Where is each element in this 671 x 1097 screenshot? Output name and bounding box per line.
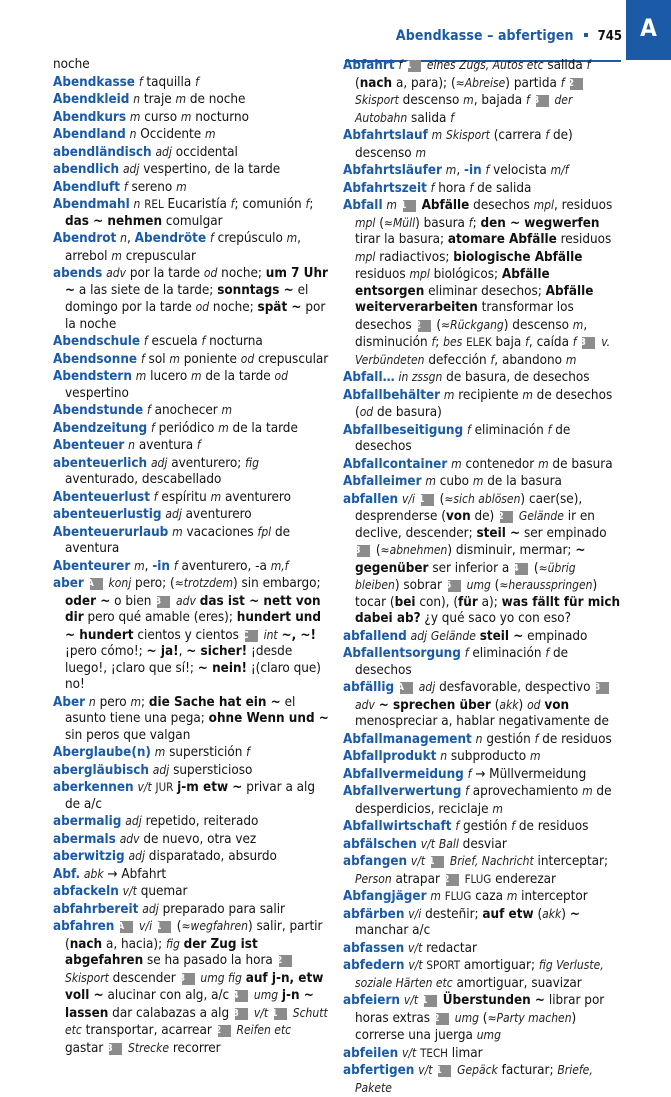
entry-headword: Abenteuerlust xyxy=(53,489,150,505)
dictionary-entry: Abfallwirtschaft f gestión f de residuos xyxy=(343,819,589,834)
dictionary-entry: Abendschule f escuela f nocturna xyxy=(53,334,263,349)
sense-number-marker: A xyxy=(400,682,413,694)
dictionary-entry: Abfallmanagement n gestión f de residuos xyxy=(343,731,612,747)
dictionary-entry: Abfangjäger m FLUG caza m interceptor xyxy=(343,889,588,904)
entry-headword: Abfallbeseitigung xyxy=(343,422,464,438)
entry-headword: abenteuerlich xyxy=(53,455,148,471)
right-column xyxy=(343,57,623,1097)
entry-headword: Abendmahl xyxy=(53,197,130,212)
dictionary-entry: abermals adv de nuevo, otra vez xyxy=(53,831,257,847)
sense-number-marker: 3 xyxy=(182,973,195,985)
dictionary-entry: Abenteurer m, -in f aventurero, -a m,f xyxy=(53,558,289,574)
dictionary-entry: abergläubisch adj supersticioso xyxy=(53,762,253,778)
entry-headword: Abfalleimer xyxy=(343,474,422,489)
entry-headword: abfangen xyxy=(343,854,408,869)
dictionary-entry: Abendzeitung f periódico m de la tarde xyxy=(53,420,298,436)
sense-number-marker: 3 xyxy=(582,337,595,349)
entry-headword: abfallend xyxy=(343,628,407,644)
sense-number-marker: 2 xyxy=(418,320,431,332)
entry-headword: Abendluft xyxy=(53,179,121,195)
dictionary-entry: Aber n pero m; die Sache hat ein ~ el asunto tiene una pega; ohne Wenn und ~ sin peros que valgan xyxy=(53,694,329,743)
dictionary-entry: Abendkurs m curso m nocturno xyxy=(53,109,249,125)
dictionary-entry: Abfallvermeidung f → Müllvermeidung xyxy=(343,766,587,782)
dictionary-entry: Abendkasse f taquilla f xyxy=(53,74,199,90)
entry-headword: Aber xyxy=(53,694,86,710)
dictionary-entry: abfahrbereit adj preparado para salir xyxy=(53,901,285,917)
dictionary-entry: Abfallbeseitigung f eliminación f de desechos xyxy=(343,422,571,454)
entry-headword: abenteuerlustig xyxy=(53,507,162,522)
dictionary-entry: abfärben v/i desteñir; auf etw (akk) ~ manchar a/c xyxy=(343,906,580,938)
dictionary-entry: Abendrot n, Abendröte f crepúsculo m, arrebol m crepuscular xyxy=(53,231,301,264)
dictionary-entry: abendlich adj vespertino, de la tarde xyxy=(53,162,281,177)
entry-headword: Abendkurs xyxy=(53,109,127,125)
sense-number-marker: 3 xyxy=(536,95,549,107)
sense-number-marker: 1 xyxy=(403,200,416,212)
dictionary-entry: abfallend adj Gelände steil ~ empinado xyxy=(343,628,588,644)
separator-square-icon xyxy=(584,33,588,37)
sense-number-marker: 2 xyxy=(500,511,513,523)
entry-headword: abermals xyxy=(53,831,116,847)
entry-headword: abfallen xyxy=(343,491,399,507)
entry-headword: Abenteurer xyxy=(53,558,131,574)
dictionary-entry: Abfall m 1 Abfälle desechos mpl, residuos mpl (≈Müll) basura f; den ~ wegwerfen tirar la basura; atomare Abfälle residuos mpl radiactivos; biologische Abfälle residuos mpl biológicos; Abfälle entsorgen eliminar desechos; Abfälle weiterverarbeiten transformar los desechos 2 (≈Rückgang) descenso m, disminución f; bes ELEK baja f, caída f 3 v. Verbündeten defección f, abandono m xyxy=(343,198,613,368)
dictionary-entry: aberwitzig adj disparatado, absurdo xyxy=(53,849,277,864)
dictionary-entry: aberkennen v/t JUR j-m etw ~ privar a alg de a/c xyxy=(53,780,316,812)
entry-headword: abfärben xyxy=(343,906,405,922)
entry-headword: -in xyxy=(463,163,482,178)
entry-headword: abfackeln xyxy=(53,884,119,899)
dictionary-entry: Abendstern m lucero m de la tarde od vespertino xyxy=(53,369,288,401)
entry-headword: Abendkasse xyxy=(53,74,135,90)
dictionary-entry: Abfallbehälter m recipiente m de desechos (od de basura) xyxy=(343,387,613,420)
entry-headword: Abfahrt xyxy=(343,58,395,73)
dictionary-entry: abermalig adj repetido, reiterado xyxy=(53,814,259,829)
sense-number-marker: 1 xyxy=(274,1008,287,1020)
dictionary-entry: abfälschen v/t Ball desviar xyxy=(343,836,507,852)
sense-number-marker: 1 xyxy=(408,60,421,72)
running-head: Abendkasse – abfertigen xyxy=(395,28,574,44)
entry-headword: Abfall xyxy=(343,198,383,213)
dictionary-entry: abfahren A v/i 1 (≈wegfahren) salir, partir (nach a, hacia); fig der Zug ist abgefahren se ha pasado la hora 2 Skisport descender 3 umg fig auf j-n, etw voll ~ alucinar con alg, a/c 4 umg j-n ~ lassen dar calabazas a alg B v/t 1 Schutt etc transportar, acarrear 2 Reifen etc gastar 3 Strecke recorrer xyxy=(53,919,328,1056)
dictionary-entry: abfassen v/t redactar xyxy=(343,940,477,956)
dictionary-entry: abfeilen v/t TECH limar xyxy=(343,1045,483,1061)
dictionary-entry: Abfalleimer m cubo m de la basura xyxy=(343,474,562,489)
entry-headword: abfahrbereit xyxy=(53,901,139,917)
entry-headword: Abendkleid xyxy=(53,92,130,107)
sense-number-marker: 1 xyxy=(158,921,171,933)
entry-headword: Abendröte xyxy=(134,231,207,246)
sense-number-marker: B xyxy=(235,1008,248,1020)
dictionary-entry: Aberglaube(n) m superstición f xyxy=(53,745,250,760)
dictionary-entry: abenteuerlustig adj aventurero xyxy=(53,507,252,522)
dictionary-entry: Abendkleid n traje m de noche xyxy=(53,92,246,107)
dictionary-entry: Abfahrt f 1 eines Zugs, Autos etc salida f (nach a, para); (≈Abreise) partida f 2 Skisport descenso m, bajada f 3 der Autobahn salida f xyxy=(343,58,591,126)
entry-headword: Abfahrtsläufer xyxy=(343,163,442,178)
entry-headword: aberwitzig xyxy=(53,849,125,864)
thumb-index-tab xyxy=(626,0,671,1020)
sense-number-marker: 5 xyxy=(448,580,461,592)
entry-headword: Abenteuerurlaub xyxy=(53,524,169,540)
sense-number-marker: C xyxy=(245,630,258,642)
dictionary-entry: Abfallprodukt n subproducto m xyxy=(343,749,541,764)
entry-headword: abfedern xyxy=(343,958,405,973)
dictionary-entry: abfackeln v/t quemar xyxy=(53,884,188,899)
entry-headword: Abendzeitung xyxy=(53,420,148,436)
entry-headword: aberkennen xyxy=(53,780,134,795)
entry-headword: Abendland xyxy=(53,127,126,142)
dictionary-entry: abfangen v/t 1 Brief, Nachricht interceptar; Person atrapar 2 FLUG enderezar xyxy=(343,854,609,887)
entry-headword: Abfallvermeidung xyxy=(343,766,464,782)
sense-number-marker: 2 xyxy=(218,1025,231,1037)
page-number: 745 xyxy=(597,29,622,44)
dictionary-entry: abfertigen v/t 1 Gepäck facturar; Briefe, Pakete xyxy=(343,1063,593,1095)
sense-number-marker: 4 xyxy=(515,563,528,575)
dictionary-entry: Abendland n Occidente m xyxy=(53,127,216,142)
dictionary-entry: abenteuerlich adj aventurero; fig aventurado, descabellado xyxy=(53,455,259,487)
sense-number-marker: 1 xyxy=(421,494,434,506)
left-column xyxy=(53,57,333,1057)
sense-number-marker: 1 xyxy=(438,1065,451,1077)
dictionary-entry: aber A konj pero; (≈trotzdem) sin embargo; oder ~ o bien B adv das ist ~ nett von dir pero qué amable (eres); hundert und ~ hundert cientos y cientos C int ~, ~! ¡pero cómo!; ~ ja!, ~ sicher! ¡desde luego!, ¡claro que sí!; ~ nein! ¡(claro que) no! xyxy=(53,576,321,692)
entry-headword: Abendschule xyxy=(53,334,141,349)
dictionary-entry: Abendsonne f sol m poniente od crepuscular xyxy=(53,351,329,367)
entry-headword: Aberglaube(n) xyxy=(53,745,151,760)
sense-number-marker: A xyxy=(120,921,133,933)
entry-headword: Abfallprodukt xyxy=(343,749,437,764)
entry-headword: Abfahrtszeit xyxy=(343,180,427,196)
entry-headword: Abfallverwertung xyxy=(343,784,462,799)
sense-number-marker: B xyxy=(157,596,170,608)
sense-number-marker: 3 xyxy=(109,1043,122,1055)
sense-number-marker: 3 xyxy=(357,545,370,557)
dictionary-entry: noche xyxy=(53,57,90,72)
dictionary-entry: Abfahrtsläufer m, -in f velocista m/f xyxy=(343,163,569,178)
entry-headword: abfassen xyxy=(343,940,405,956)
entry-headword: Abendstern xyxy=(53,369,132,384)
entry-headword: -in xyxy=(152,558,171,574)
dictionary-entry: abfedern v/t SPORT amortiguar; fig Verluste, soziale Härten etc amortiguar, suavizar xyxy=(343,958,604,991)
dictionary-entry: Abenteuerurlaub m vacaciones fpl de aventura xyxy=(53,524,291,556)
entry-headword: Abfangjäger xyxy=(343,889,427,904)
sense-number-marker: A xyxy=(90,578,103,590)
entry-headword: Abf. xyxy=(53,866,81,882)
entry-headword: abfeiern xyxy=(343,993,400,1008)
sense-number-marker: 2 xyxy=(446,874,459,886)
dictionary-entry: Abfahrtszeit f hora f de salida xyxy=(343,180,532,196)
entry-headword: abfahren xyxy=(53,919,115,934)
dictionary-entry: Abendluft f sereno m xyxy=(53,179,187,195)
entry-headword: abends xyxy=(53,266,103,281)
sense-number-marker: 1 xyxy=(424,995,437,1007)
dictionary-entry: Abfallentsorgung f eliminación f de desechos xyxy=(343,646,569,678)
sense-number-marker: 2 xyxy=(570,78,583,90)
dictionary-entry: Abenteuerlust f espíritu m aventurero xyxy=(53,489,291,505)
thumb-index-letter: A xyxy=(640,14,657,42)
dictionary-entry: Abf. abk → Abfahrt xyxy=(53,866,167,882)
entry-headword: Abfallbehälter xyxy=(343,387,441,403)
entry-headword: abergläubisch xyxy=(53,762,149,778)
sense-number-marker: 2 xyxy=(279,955,292,967)
dictionary-entry: Abfallverwertung f aprovechamiento m de desperdicios, reciclaje m xyxy=(343,784,612,817)
entry-headword: Abendstunde xyxy=(53,403,144,418)
dictionary-entry: abendländisch adj occidental xyxy=(53,144,238,160)
entry-headword: abendländisch xyxy=(53,144,152,160)
sense-number-marker: 1 xyxy=(431,856,444,868)
entry-headword: aber xyxy=(53,576,84,591)
entry-headword: Abendrot xyxy=(53,231,117,246)
dictionary-entry: Abendmahl n REL Eucaristía f; comunión f; das ~ nehmen comulgar xyxy=(53,197,314,229)
dictionary-entry: Abfahrtslauf m Skisport (carrera f de) descenso m xyxy=(343,128,573,161)
entry-headword: abfeilen xyxy=(343,1045,399,1061)
dictionary-entry: Abfallcontainer m contenedor m de basura xyxy=(343,456,613,472)
entry-headword: abfällig xyxy=(343,680,395,695)
dictionary-entry: abfällig A adj desfavorable, despectivo B adv ~ sprechen über (akk) od von menospreciar a, hablar negativamente de xyxy=(343,680,609,729)
entry-headword: Abfallmanagement xyxy=(343,731,472,747)
entry-headword: abendlich xyxy=(53,162,120,177)
entry-headword: Abfall… xyxy=(343,370,395,385)
dictionary-entry: abfallen v/i 1 (≈sich ablösen) caer(se), desprenderse (von de) 2 Gelände ir en declive, descender; steil ~ ser empinado 3 (≈abnehmen) disminuir, mermar; ~ gegenüber ser inferior a 4 (≈übrig bleiben) sobrar 5 umg (≈herausspringen) tocar (bei con), (für a); was fällt für mich dabei ab? ¿y qué saco yo con eso? xyxy=(343,491,621,626)
sense-number-marker: 2 xyxy=(436,1013,449,1025)
entry-headword: abermalig xyxy=(53,814,122,829)
dictionary-entry: Abfall… in zssgn de basura, de desechos xyxy=(343,370,590,385)
sense-number-marker: 4 xyxy=(235,990,248,1002)
entry-headword: Abfallentsorgung xyxy=(343,646,461,661)
sense-number-marker: B xyxy=(596,682,609,694)
dictionary-entry: abends adv por la tarde od noche; um 7 Uhr ~ a las siete de la tarde; sonntags ~ el domingo por la tarde od noche; spät ~ por la noche xyxy=(53,266,328,332)
entry-headword: abfälschen xyxy=(343,836,417,852)
entry-headword: Abenteuer xyxy=(53,438,125,453)
dictionary-entry: Abendstunde f anochecer m xyxy=(53,403,233,418)
entry-headword: Abfallwirtschaft xyxy=(343,819,452,834)
dictionary-entry: Abenteuer n aventura f xyxy=(53,438,201,453)
entry-headword: Abfallcontainer xyxy=(343,456,448,472)
entry-headword: Abfahrtslauf xyxy=(343,128,428,143)
entry-headword: abfertigen xyxy=(343,1063,415,1078)
dictionary-entry: abfeiern v/t 1 Überstunden ~ librar por horas extras 2 umg (≈Party machen) correrse una juerga umg xyxy=(343,993,605,1043)
page-header xyxy=(330,28,622,44)
entry-headword: Abendsonne xyxy=(53,351,138,367)
